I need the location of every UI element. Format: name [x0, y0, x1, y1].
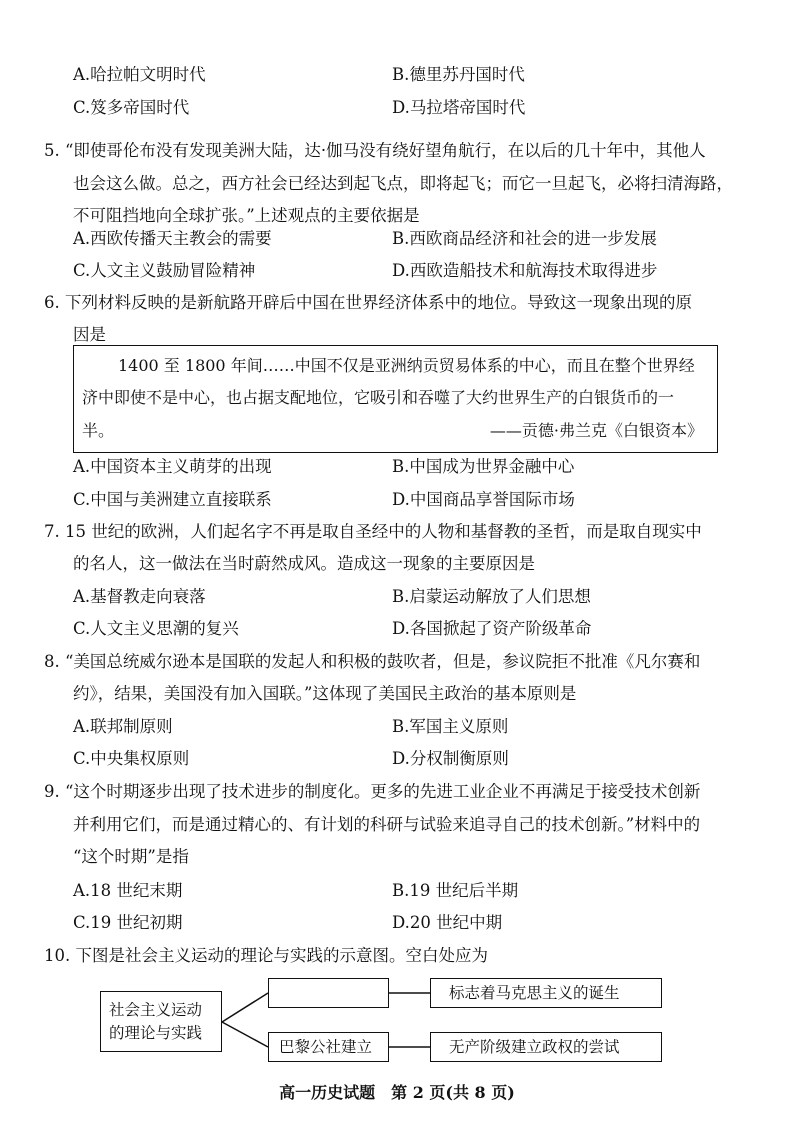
q4-option-a: A.哈拉帕文明时代 — [73, 65, 206, 84]
q6-quote-line1: 1400 至 1800 年间……中国不仅是亚洲纳贡贸易体系的中心，而且在整个世界经 — [118, 356, 695, 375]
q6-stem-line1: 6. 下列材料反映的是新航路开辟后中国在世界经济体系中的地位。导致这一现象出现的原 — [44, 293, 692, 312]
q9-option-c: C.19 世纪初期 — [73, 913, 183, 932]
q6-stem-line2: 因是 — [73, 325, 106, 344]
q6-option-a: A.中国资本主义萌芽的出现 — [73, 457, 272, 476]
q7-option-b: B.启蒙运动解放了人们思想 — [392, 587, 591, 606]
q6-option-c: C.中国与美洲建立直接联系 — [73, 490, 272, 509]
q6-option-d: D.中国商品享誉国际市场 — [392, 490, 575, 509]
q10-bottom-left-text: 巴黎公社建立 — [279, 1038, 373, 1056]
q8-option-a: A.联邦制原则 — [73, 717, 173, 736]
q8-option-b: B.军国主义原则 — [392, 717, 509, 736]
q5-stem-line2: 也会这么做。总之，西方社会已经达到起飞点，即将起飞；而它一旦起飞，必将扫清海路， — [73, 174, 733, 193]
q10-blank-box — [268, 978, 389, 1008]
q5-stem-line1: 5. “即使哥伦布没有发现美洲大陆，达·伽马没有绕好望角航行，在以后的几十年中，其他人 — [44, 141, 706, 160]
q5-option-d: D.西欧造船技术和航海技术取得进步 — [392, 261, 658, 280]
q7-stem-line1: 7. 15 世纪的欧洲，人们起名字不再是取自圣经中的人物和基督教的圣哲，而是取自现实中 — [44, 522, 702, 541]
q7-option-d: D.各国掀起了资产阶级革命 — [392, 619, 592, 638]
q10-bottom-right-text: 无产阶级建立政权的尝试 — [449, 1038, 620, 1056]
q4-option-c: C.笈多帝国时代 — [73, 98, 190, 117]
connector-root-top — [222, 993, 268, 1022]
q10-top-right-box — [430, 978, 662, 1008]
q4-option-b: B.德里苏丹国时代 — [392, 65, 525, 84]
q5-option-a: A.西欧传播天主教会的需要 — [73, 229, 272, 248]
q10-bottom-right-box — [430, 1032, 662, 1062]
q6-option-b: B.中国成为世界金融中心 — [392, 457, 575, 476]
q9-option-b: B.19 世纪后半期 — [392, 881, 519, 900]
q7-option-c: C.人文主义思潮的复兴 — [73, 619, 239, 638]
q8-stem-line2: 约》，结果，美国没有加入国联。”这体现了美国民主政治的基本原则是 — [73, 684, 577, 703]
q10-bottom-left-box — [268, 1032, 389, 1062]
q5-option-b: B.西欧商品经济和社会的进一步发展 — [392, 229, 657, 248]
q10-root-line2: 的理论与实践 — [109, 1024, 203, 1042]
q7-stem-line2: 的名人，这一做法在当时蔚然成风。造成这一现象的主要原因是 — [73, 554, 535, 573]
q6-quote-source: ——贡德·弗兰克《白银资本》 — [489, 421, 703, 440]
q4-option-d: D.马拉塔帝国时代 — [392, 98, 526, 117]
q10-root-line1: 社会主义运动 — [109, 1001, 203, 1019]
q5-option-c: C.人文主义鼓励冒险精神 — [73, 261, 256, 280]
q9-stem-line1: 9. “这个时期逐步出现了技术进步的制度化。更多的先进工业企业不再满足于接受技术创新 — [44, 782, 701, 801]
q9-option-d: D.20 世纪中期 — [392, 913, 503, 932]
q9-stem-line2: 并利用它们，而是通过精心的、有计划的科研与试验来追寻自己的技术创新。”材料中的 — [73, 815, 701, 834]
q8-stem-line1: 8. “美国总统威尔逊本是国联的发起人和积极的鼓吹者，但是，参议院拒不批准《凡尔赛和 — [44, 652, 701, 671]
q9-option-a: A.18 世纪末期 — [73, 881, 183, 900]
q6-quote-line2: 济中即使不是中心，也占据支配地位，它吸引和吞噬了大约世界生产的白银货币的一 — [82, 388, 675, 407]
page-footer: 高一历史试题 第 2 页(共 8 页) — [279, 1083, 515, 1102]
q5-stem-line3: 不可阻挡地向全球扩张。”上述观点的主要依据是 — [73, 206, 420, 225]
q10-top-right-text: 标志着马克思主义的诞生 — [449, 984, 620, 1002]
q6-quote-line3: 半。 — [82, 421, 115, 440]
q8-option-d: D.分权制衡原则 — [392, 749, 509, 768]
q10-root-box — [100, 991, 222, 1052]
q10-stem-line1: 10. 下图是社会主义运动的理论与实践的示意图。空白处应为 — [44, 946, 488, 965]
q9-stem-line3: “这个时期”是指 — [73, 847, 189, 866]
q8-option-c: C.中央集权原则 — [73, 749, 190, 768]
connector-root-bottom — [222, 1022, 268, 1047]
q7-option-a: A.基督教走向衰落 — [73, 587, 206, 606]
